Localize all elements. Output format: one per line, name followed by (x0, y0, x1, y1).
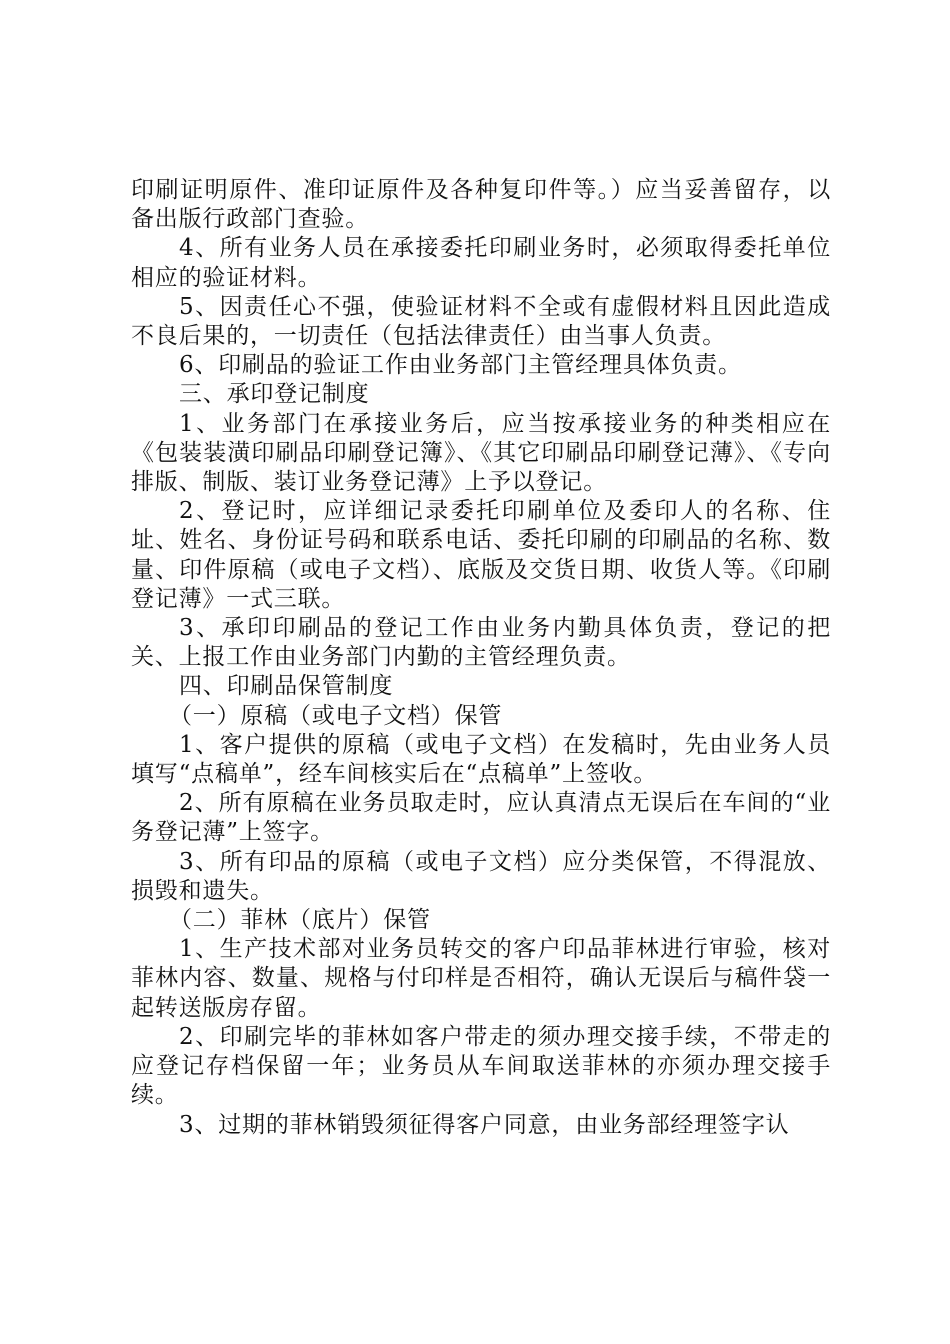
section-heading-registration: 三、承印登记制度 (179, 381, 370, 408)
paragraph-film-1: 1、生产技术部对业务员转交的客户印品菲林进行审验，核对菲林内容、数量、规格与付印样是否相符，确认无误后与稿件袋一起转送版房存留。 (131, 936, 831, 1021)
document-body (131, 176, 831, 1140)
paragraph-film-2: 2、印刷完毕的菲林如客户带走的须办理交接手续，不带走的应登记存档保留一年；业务员从车间取送菲林的亦须办理交接手续。 (131, 1023, 831, 1109)
paragraph-registration-3: 3、承印印刷品的登记工作由业务内勤具体负责，登记的把关、上报工作由业务部门内勤的主管经理负责。 (131, 615, 831, 671)
paragraph-manuscript-2: 2、所有原稿在业务员取走时，应认真清点无误后在车间的“业务登记薄”上签字。 (131, 790, 831, 846)
paragraph-manuscript-3: 3、所有印品的原稿（或电子文档）应分类保管，不得混放、损毁和遗失。 (131, 848, 831, 904)
paragraph-item-6: 6、印刷品的验证工作由业务部门主管经理具体负责。 (179, 352, 742, 379)
subsection-heading-film: （二）菲林（底片）保管 (169, 907, 431, 934)
subsection-heading-manuscript: （一）原稿（或电子文档）保管 (169, 702, 503, 729)
paragraph-registration-2: 2、登记时，应详细记录委托印刷单位及委印人的名称、住址、姓名、身份证号码和联系电话、委托印刷的印刷品的名称、数量、印件原稿（或电子文档）、底版及交货日期、收货人等。《印刷登记薄》一式三联。 (131, 498, 831, 612)
paragraph-item-5: 5、因责任心不强，使验证材料不全或有虚假材料且因此造成不良后果的，一切责任（包括法律责任）由当事人负责。 (131, 293, 831, 350)
paragraph-registration-1: 1、业务部门在承接业务后，应当按承接业务的种类相应在《包装装潢印刷品印刷登记簿》、《其它印刷品印刷登记薄》、《专向排版、制版、装订业务登记薄》上予以登记。 (131, 410, 831, 496)
paragraph-continuation: 印刷证明原件、准印证原件及各种复印件等。）应当妥善留存，以备出版行政部门查验。 (131, 177, 831, 233)
section-heading-storage: 四、印刷品保管制度 (179, 673, 394, 700)
paragraph-manuscript-1: 1、客户提供的原稿（或电子文档）在发稿时，先由业务人员填写“点稿单”，经车间核实后在“点稿单”上签收。 (131, 731, 831, 788)
paragraph-film-3: 3、过期的菲林销毁须征得客户同意，由业务部经理签字认 (179, 1111, 790, 1138)
paragraph-item-4: 4、所有业务人员在承接委托印刷业务时，必须取得委托单位相应的验证材料。 (131, 235, 831, 291)
